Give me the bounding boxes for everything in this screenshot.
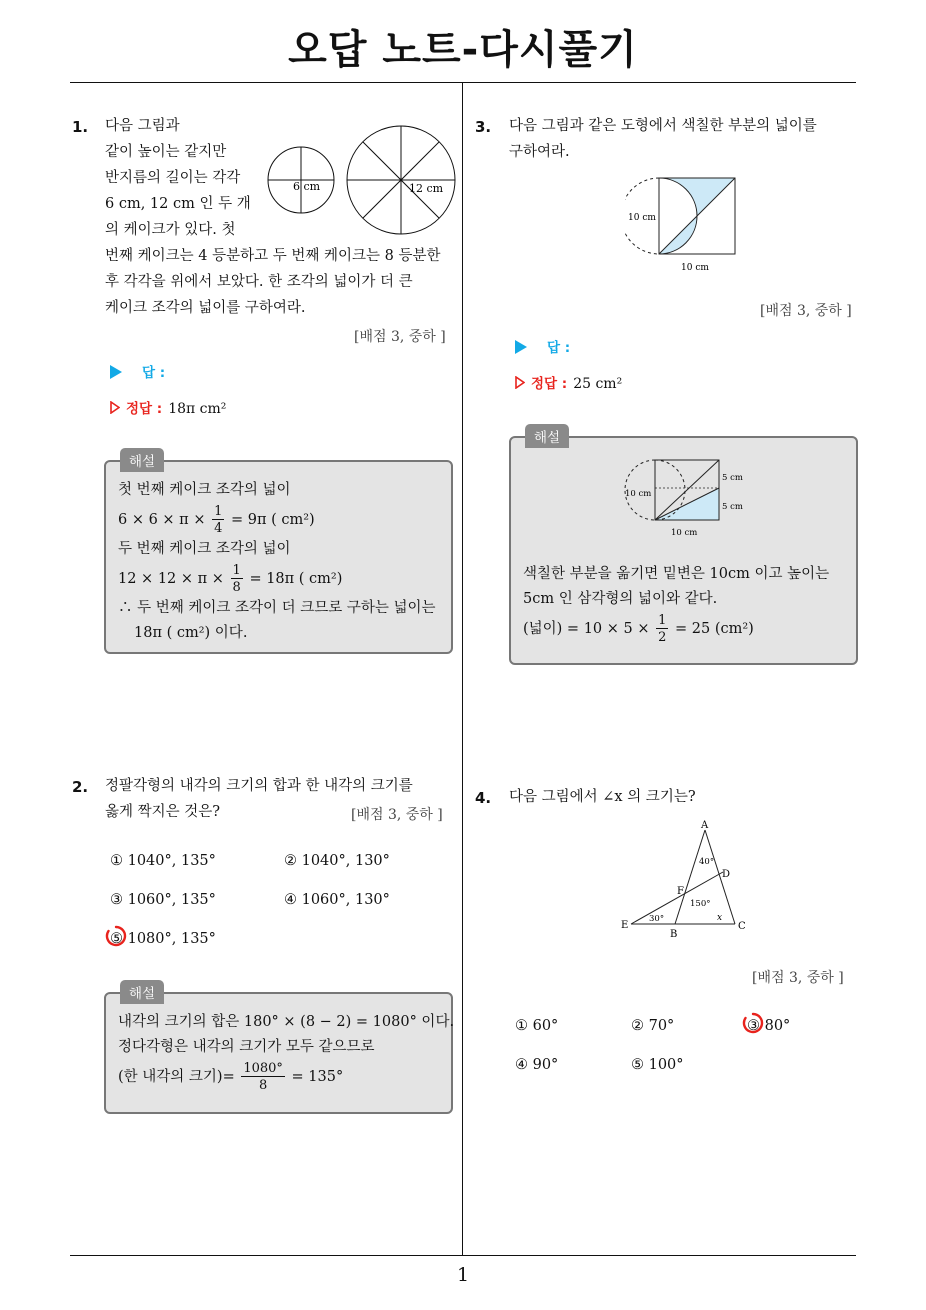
solution-right-bottom-label: 5 cm <box>722 502 743 512</box>
answer-label: 답 : <box>515 336 570 356</box>
selected-answer-circle-icon <box>742 1012 764 1034</box>
vertex-d-label: D <box>722 869 731 880</box>
choice-1[interactable]: ① 1040°, 135° <box>110 853 216 869</box>
vertex-f-label: F <box>677 886 684 897</box>
question-3 <box>463 0 926 760</box>
side-length-label: 10 cm <box>628 213 656 223</box>
angle-e-label: 30° <box>649 914 665 924</box>
solution-square-figure <box>623 456 747 540</box>
question-text: 다음 그림에서 ∠x 의 크기는? <box>509 789 696 805</box>
question-number: 1. <box>72 118 89 136</box>
choice-2[interactable]: ② 1040°, 130° <box>284 853 390 869</box>
points-label: [배점 3, 중하 ] <box>351 807 443 823</box>
choice-3[interactable]: ③ 1060°, 135° <box>110 892 216 908</box>
vertex-e-label: E <box>621 920 629 931</box>
question-text: 다음 그림과 같이 높이는 같지만 반지름의 길이는 각각 6 cm, 12 cm 인 두 개 의 케이크가 있다. 첫 번째 케이크는 4 등분하고 두 번째 케이크는 8 등분한 후 각각을 위에서 보았다. 한 조각의 넓이가 더 큰 케이크 조각의 넓이를 구하여라. <box>105 118 441 316</box>
angle-f-label: 150° <box>690 899 711 909</box>
cake-circles-figure <box>262 118 462 236</box>
solution-text: 첫 번째 케이크 조각의 넓이 6 × 6 × π × $\frac{1}{4}$ = 9π ( cm²) 두 번째 케이크 조각의 넓이 12 × 12 × π × $\frac{1}{8}$ = 18π ( cm²) ∴ 두 번째 케이크 조각이 더 크므로 구하는 넓이는 18π ( cm²) 이다. <box>118 482 436 641</box>
question-text: 정팔각형의 내각의 크기의 합과 한 내각의 크기를 옳게 짝지은 것은? <box>105 778 413 820</box>
question-number: 2. <box>72 778 89 796</box>
outline-triangle-icon <box>515 376 525 389</box>
outline-triangle-icon <box>110 401 120 414</box>
answer-triangle-icon <box>110 365 122 379</box>
solution-text: 색칠한 부분을 옮기면 밑변은 10cm 이고 높이는 5cm 인 삼각형의 넓이와 같다. (넓이) = 10 × 5 × $\frac{1}{2}$ = 25 (cm²) <box>523 566 830 645</box>
solution-bottom-label: 10 cm <box>671 528 698 538</box>
question-number: 4. <box>475 789 492 807</box>
correct-answer: 정답 : 18π cm² <box>110 397 226 417</box>
points-label: [배점 3, 중하 ] <box>752 970 844 986</box>
page-number: 1 <box>456 1264 470 1286</box>
solution-text: 내각의 크기의 합은 180° × (8 − 2) = 1080° 이다. 정다각형은 내각의 크기가 모두 같으므로 (한 내각의 크기)= $\frac{1080^\circ}{8}$ = 135° <box>118 1014 455 1093</box>
selected-answer-circle-icon <box>105 925 127 947</box>
question-text: 다음 그림과 같은 도형에서 색칠한 부분의 넓이를 구하여라. <box>509 118 817 160</box>
choice-1[interactable]: ① 60° <box>515 1018 559 1034</box>
shaded-square-figure <box>625 172 753 276</box>
choice-2[interactable]: ② 70° <box>631 1018 675 1034</box>
question-number: 3. <box>475 118 492 136</box>
triangle-figure <box>613 816 763 940</box>
solution-side-label: 10 cm <box>625 489 652 499</box>
question-4 <box>463 760 926 1140</box>
choice-3[interactable]: ③ 80° <box>747 1018 791 1034</box>
vertex-c-label: C <box>738 921 746 932</box>
question-1 <box>0 0 462 760</box>
bottom-length-label: 10 cm <box>681 263 709 273</box>
answer-triangle-icon <box>515 340 527 354</box>
page-title: 오답 노트-다시풀기 <box>288 27 638 73</box>
solution-tag: 해설 <box>525 424 569 448</box>
question-2 <box>0 760 462 1140</box>
solution-tag: 해설 <box>120 448 164 472</box>
answer-label: 답 : <box>110 361 165 381</box>
solution-tag: 해설 <box>120 980 164 1004</box>
solution-right-top-label: 5 cm <box>722 473 743 483</box>
choice-5[interactable]: ⑤ 100° <box>631 1057 684 1073</box>
vertex-b-label: B <box>670 929 678 940</box>
choice-4[interactable]: ④ 1060°, 130° <box>284 892 390 908</box>
vertex-a-label: A <box>701 820 709 831</box>
angle-a-label: 40° <box>699 857 715 867</box>
points-label: [배점 3, 중하 ] <box>760 303 852 319</box>
angle-x-label: x <box>717 913 723 923</box>
large-radius-label: 12 cm <box>409 182 444 195</box>
small-radius-label: 6 cm <box>293 180 321 193</box>
correct-answer: 정답 : 25 cm² <box>515 372 622 392</box>
points-label: [배점 3, 중하 ] <box>354 329 446 345</box>
bottom-rule <box>70 1255 856 1256</box>
choice-4[interactable]: ④ 90° <box>515 1057 559 1073</box>
choice-5[interactable]: ⑤ 1080°, 135° <box>110 931 216 947</box>
